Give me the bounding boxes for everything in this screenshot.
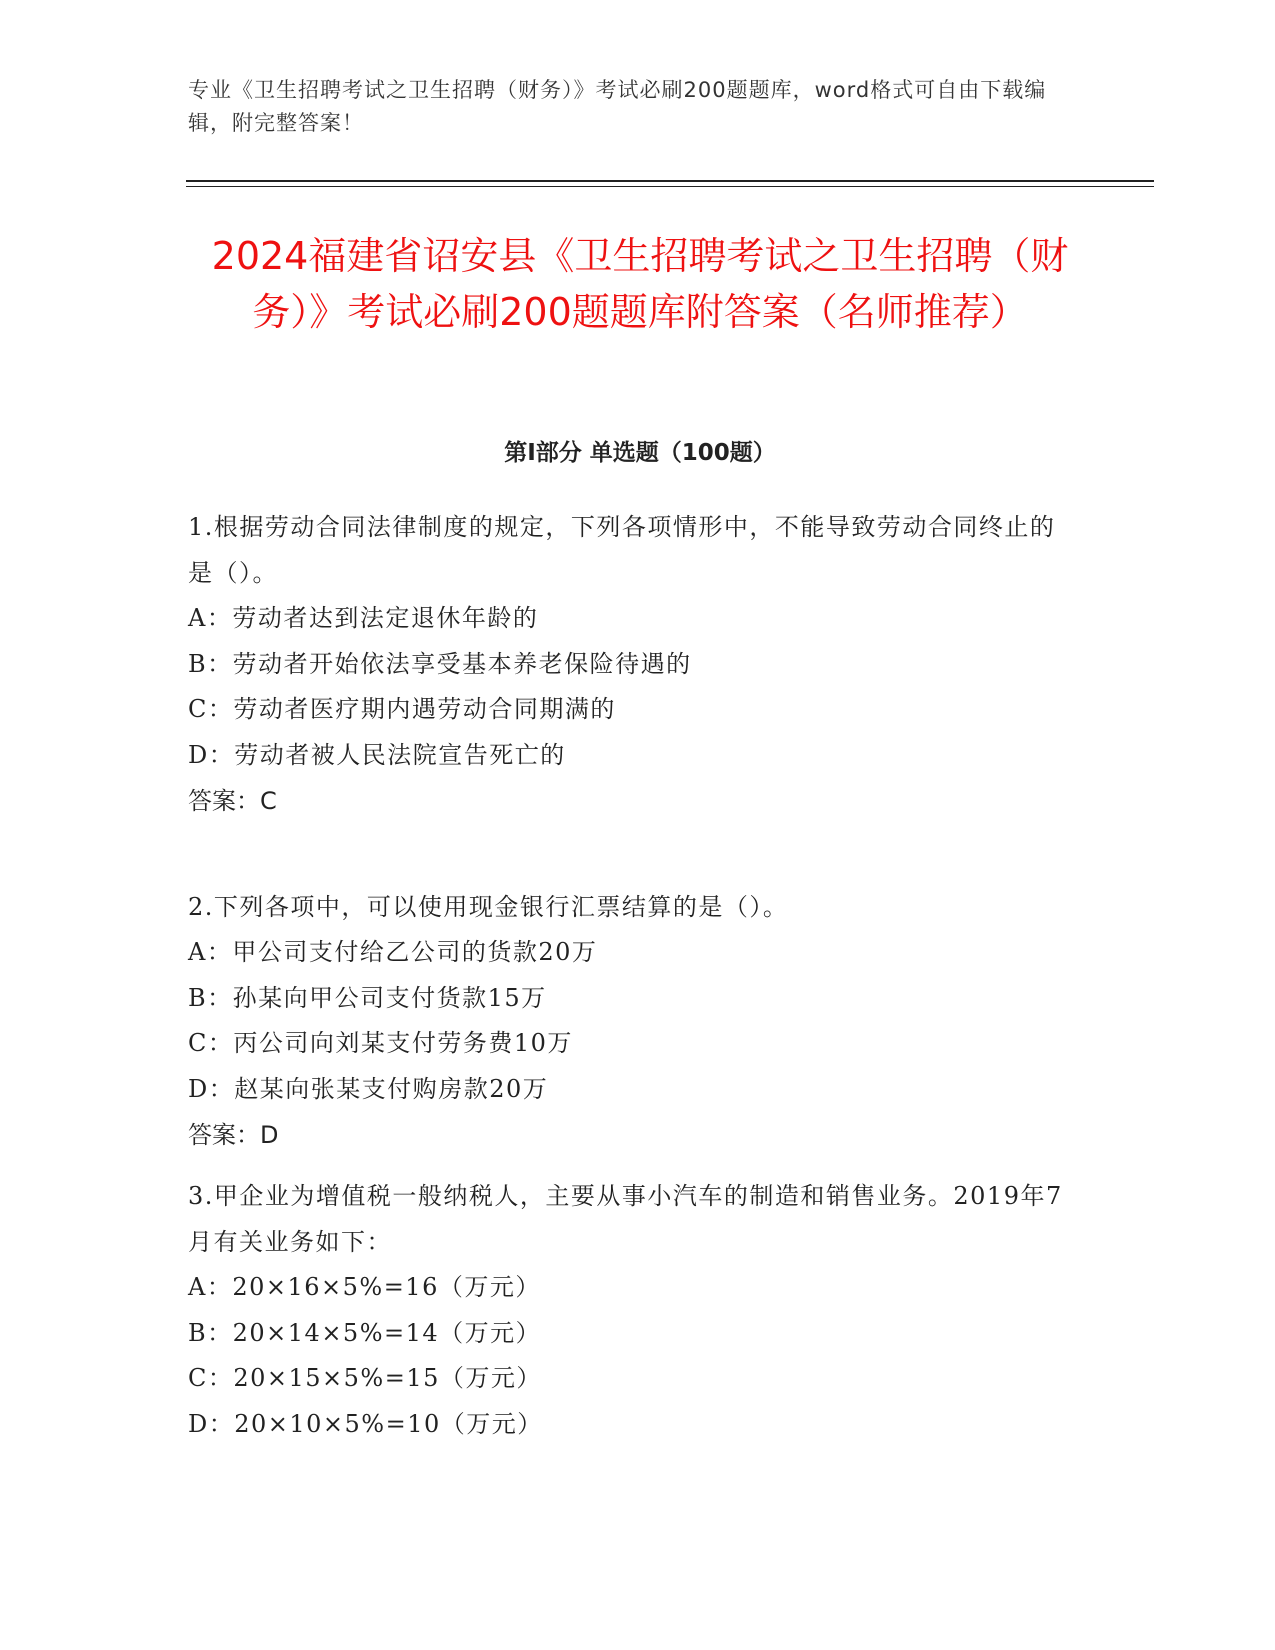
option-c: C：丙公司向刘某支付劳务费10万 [188,1029,573,1057]
option-b: B：孙某向甲公司支付货款15万 [188,983,547,1012]
option-a: A：甲公司支付给乙公司的货款20万 [188,938,598,966]
option-a: A：20×16×5%=16（万元） [188,1273,541,1301]
question-2 [188,884,1068,1158]
answer: 答案：C [188,787,277,815]
question-stem: 1.根据劳动合同法律制度的规定，下列各项情形中，不能导致劳动合同终止的是（）。 [188,513,1056,587]
document-title: 2024福建省诏安县《卫生招聘考试之卫生招聘（财务）》考试必刷200题题库附答案（名师推荐） [211,234,1069,334]
header-note: 专业《卫生招聘考试之卫生招聘（财务）》考试必刷200题题库，word格式可自由下载编辑，附完整答案！ [188,78,1047,135]
question-3 [188,1173,1068,1447]
option-d: D：20×10×5%=10（万元） [188,1409,543,1438]
option-b: B：劳动者开始依法享受基本养老保险待遇的 [188,649,692,678]
option-d: D：劳动者被人民法院宣告死亡的 [188,740,566,769]
option-d: D：赵某向张某支付购房款20万 [188,1074,549,1103]
question-stem: 2.下列各项中，可以使用现金银行汇票结算的是（）。 [188,893,789,921]
option-a: A：劳动者达到法定退休年龄的 [188,604,539,632]
option-b: B：20×14×5%=14（万元） [188,1318,542,1347]
question-1 [188,504,1068,824]
header-divider-thin [186,186,1154,187]
question-stem: 3.甲企业为增值税一般纳税人，主要从事小汽车的制造和销售业务。2019年7月有关业务如下： [188,1182,1063,1256]
header-divider-thick [186,180,1154,182]
answer: 答案：D [188,1121,279,1149]
option-c: C：20×15×5%=15（万元） [188,1364,542,1392]
option-c: C：劳动者医疗期内遇劳动合同期满的 [188,695,616,723]
section-title: 第I部分 单选题（100题） [504,440,776,466]
